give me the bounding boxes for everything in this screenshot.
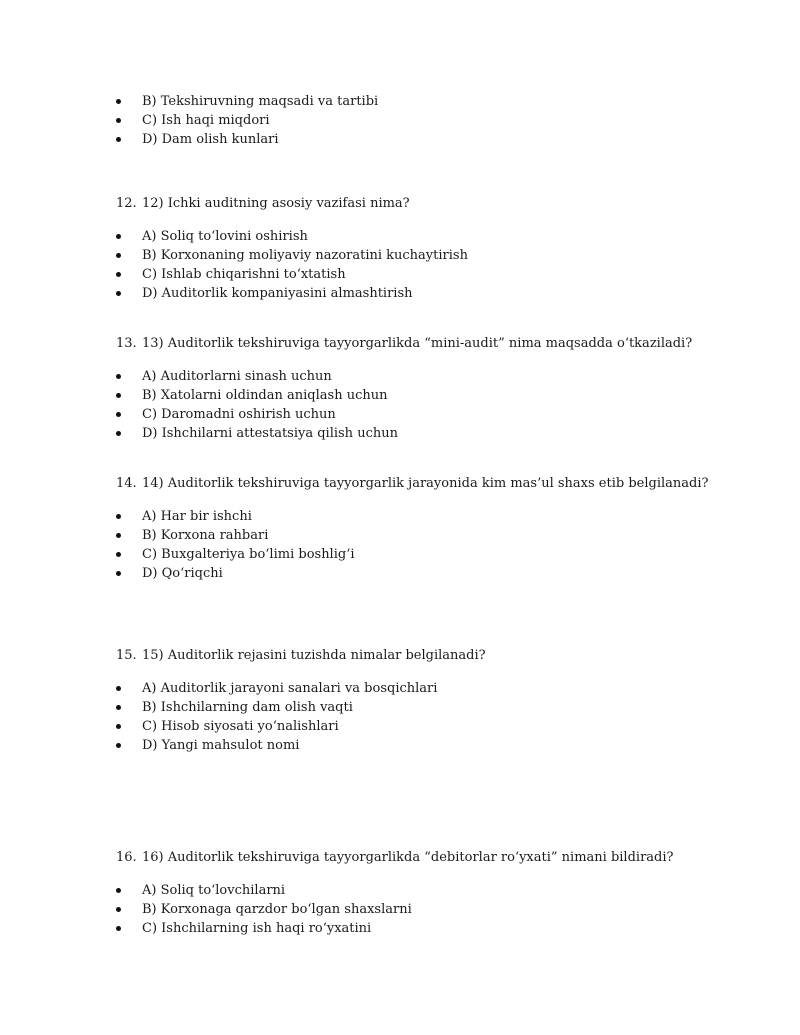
answer-item: [0, 698, 800, 717]
answer-item: [0, 919, 800, 938]
answer-text: D) Yangi mahsulot nomi: [142, 738, 300, 753]
answer-text: B) Korxonaga qarzdor bo‘lgan shaxslarni: [142, 902, 412, 917]
answer-item: [0, 507, 800, 526]
answer-text: C) Hisob siyosati yo‘nalishlari: [142, 719, 339, 734]
answer-item: [0, 545, 800, 564]
question-number: 12.: [116, 196, 137, 211]
question-13-block: [0, 334, 800, 443]
answer-text: B) Ishchilarning dam olish vaqti: [142, 700, 353, 715]
question-number: 14.: [116, 476, 137, 491]
question-text: 16) Auditorlik tekshiruviga tayyorgarlikda “debitorlar ro‘yxati” nimani bildiradi?: [142, 850, 674, 865]
answer-text: B) Korxona rahbari: [142, 528, 269, 543]
bullet-icon: [116, 234, 121, 239]
bullet-icon: [116, 272, 121, 277]
question-16-block: [0, 848, 800, 938]
answer-text: D) Dam olish kunlari: [142, 132, 279, 147]
answer-item: [0, 564, 800, 583]
bullet-icon: [116, 99, 121, 104]
answer-item: [0, 227, 800, 246]
answer-list: [0, 227, 800, 303]
answer-list: [0, 92, 800, 149]
answer-text: D) Qo‘riqchi: [142, 566, 223, 581]
answer-item: [0, 284, 800, 303]
answer-item: [0, 111, 800, 130]
bullet-icon: [116, 291, 121, 296]
answer-item: [0, 717, 800, 736]
question-15-block: [0, 646, 800, 755]
bullet-icon: [116, 743, 121, 748]
answer-text: A) Har bir ishchi: [142, 509, 252, 524]
answer-item: [0, 265, 800, 284]
answer-item: [0, 736, 800, 755]
bullet-icon: [116, 393, 121, 398]
answer-item: [0, 246, 800, 265]
question-text: 13) Auditorlik tekshiruviga tayyorgarlikda “mini-audit” nima maqsadda o‘tkaziladi?: [142, 336, 693, 351]
question-heading: [0, 334, 800, 354]
bullet-icon: [116, 374, 121, 379]
answer-text: C) Ish haqi miqdori: [142, 113, 270, 128]
bullet-icon: [116, 888, 121, 893]
bullet-icon: [116, 533, 121, 538]
bullet-icon: [116, 724, 121, 729]
question-heading: [0, 474, 800, 494]
bullet-icon: [116, 431, 121, 436]
answer-item: [0, 130, 800, 149]
answer-item: [0, 679, 800, 698]
bullet-icon: [116, 118, 121, 123]
bullet-icon: [116, 137, 121, 142]
answer-item: [0, 386, 800, 405]
question-heading: [0, 646, 800, 666]
bullet-icon: [116, 705, 121, 710]
answer-text: B) Tekshiruvning maqsadi va tartibi: [142, 94, 379, 109]
answer-item: [0, 526, 800, 545]
bullet-icon: [116, 253, 121, 258]
question-number: 16.: [116, 850, 137, 865]
answer-item: [0, 900, 800, 919]
answer-text: B) Xatolarni oldindan aniqlash uchun: [142, 388, 388, 403]
question-heading: [0, 848, 800, 868]
bullet-icon: [116, 571, 121, 576]
answer-text: D) Auditorlik kompaniyasini almashtirish: [142, 286, 413, 301]
question-14-block: [0, 474, 800, 583]
question-text: 15) Auditorlik rejasini tuzishda nimalar belgilanadi?: [142, 648, 486, 663]
answer-text: A) Auditorlik jarayoni sanalari va bosqichlari: [142, 681, 438, 696]
bullet-icon: [116, 686, 121, 691]
question-number: 15.: [116, 648, 137, 663]
bullet-icon: [116, 514, 121, 519]
question-text: 12) Ichki auditning asosiy vazifasi nima?: [142, 196, 410, 211]
answer-item: [0, 92, 800, 111]
answer-text: C) Daromadni oshirish uchun: [142, 407, 336, 422]
question-heading: [0, 194, 800, 214]
answer-text: C) Buxgalteriya bo‘limi boshlig‘i: [142, 547, 355, 562]
answer-text: C) Ishchilarning ish haqi ro‘yxatini: [142, 921, 372, 936]
question-11-block: [0, 92, 800, 149]
question-number: 13.: [116, 336, 137, 351]
bullet-icon: [116, 412, 121, 417]
answer-text: D) Ishchilarni attestatsiya qilish uchun: [142, 426, 398, 441]
answer-text: A) Auditorlarni sinash uchun: [142, 369, 332, 384]
answer-list: [0, 679, 800, 755]
answer-list: [0, 881, 800, 938]
answer-text: C) Ishlab chiqarishni to‘xtatish: [142, 267, 346, 282]
answer-text: B) Korxonaning moliyaviy nazoratini kuchaytirish: [142, 248, 468, 263]
answer-list: [0, 367, 800, 443]
bullet-icon: [116, 926, 121, 931]
question-12-block: [0, 194, 800, 303]
answer-item: [0, 367, 800, 386]
answer-list: [0, 507, 800, 583]
question-text: 14) Auditorlik tekshiruviga tayyorgarlik jarayonida kim mas’ul shaxs etib belgilanadi?: [142, 476, 709, 491]
answer-text: A) Soliq to‘lovini oshirish: [142, 229, 308, 244]
bullet-icon: [116, 552, 121, 557]
bullet-icon: [116, 907, 121, 912]
answer-item: [0, 405, 800, 424]
answer-item: [0, 424, 800, 443]
answer-text: A) Soliq to‘lovchilarni: [142, 883, 286, 898]
answer-item: [0, 881, 800, 900]
